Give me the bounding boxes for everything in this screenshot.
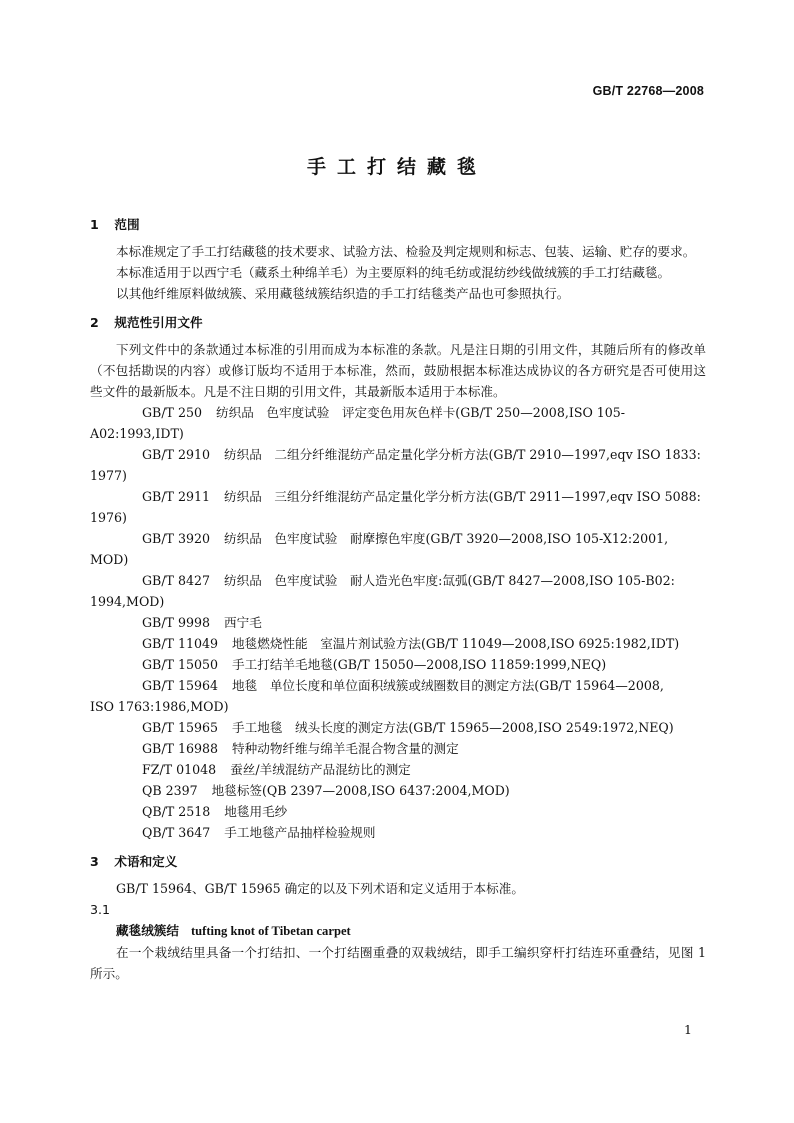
reference-item — [90, 402, 706, 444]
section-title: 规范性引用文件 — [114, 315, 203, 330]
reference-list — [90, 402, 706, 843]
section-2-heading — [90, 312, 706, 333]
section-3-heading — [90, 851, 706, 872]
reference-item — [90, 759, 706, 780]
reference-code: GB/T 11049 — [142, 636, 219, 651]
reference-item — [90, 738, 706, 759]
reference-code: GB/T 2911 — [142, 489, 211, 504]
term-entry — [90, 920, 706, 942]
clause-number: 3.1 — [90, 902, 111, 917]
reference-title: 地毯用毛纱 — [224, 804, 288, 819]
reference-title: 蚕丝/羊绒混纺产品混纺比的测定 — [230, 762, 411, 777]
section-title: 范围 — [114, 217, 140, 232]
reference-code: GB/T 8427 — [142, 573, 211, 588]
reference-item — [90, 717, 706, 738]
paragraph: 本标准适用于以西宁毛（藏系土种绵羊毛）为主要原料的纯毛纺或混纺纱线做绒簇的手工打结藏毯。 — [116, 265, 671, 280]
reference-item — [90, 612, 706, 633]
reference-continuation: MOD) — [90, 552, 129, 567]
reference-title: 纺织品 二组分纤维混纺产品定量化学分析方法(GB/T 2910—1997,eqv ISO 1833: — [224, 447, 701, 462]
term-chinese: 藏毯绒簇结 — [116, 923, 179, 938]
reference-code: GB/T 3920 — [142, 531, 211, 546]
reference-code: GB/T 16988 — [142, 741, 219, 756]
reference-code: GB/T 2910 — [142, 447, 211, 462]
term-definition: 在一个栽绒结里具备一个打结扣、一个打结圈重叠的双栽绒结，即手工编织穿杆打结连环重叠结，见图 1 所示。 — [90, 945, 706, 981]
reference-code: GB/T 250 — [142, 405, 202, 420]
reference-code: QB 2397 — [142, 783, 198, 798]
reference-code: GB/T 9998 — [142, 615, 211, 630]
reference-title: 地毯燃烧性能 室温片剂试验方法(GB/T 11049—2008,ISO 6925:1982,IDT) — [232, 636, 680, 651]
reference-continuation: 1994,MOD) — [90, 594, 165, 609]
reference-title: 纺织品 色牢度试验 评定变色用灰色样卡(GB/T 250—2008,ISO 105-A02:1993,IDT) — [90, 405, 626, 441]
section-1-heading — [90, 214, 706, 235]
reference-item — [90, 444, 706, 465]
reference-item — [90, 675, 706, 696]
section-number: 3 — [90, 854, 99, 869]
reference-code: FZ/T 01048 — [142, 762, 217, 777]
reference-continuation: 1976) — [90, 510, 127, 525]
section-number: 2 — [90, 315, 99, 330]
reference-title: 纺织品 色牢度试验 耐摩擦色牢度(GB/T 3920—2008,ISO 105-X12:2001, — [224, 531, 669, 546]
page-number: 1 — [684, 1022, 692, 1037]
reference-item — [90, 822, 706, 843]
section-number: 1 — [90, 217, 99, 232]
reference-item — [90, 486, 706, 507]
reference-title: 手工地毯 绒头长度的测定方法(GB/T 15965—2008,ISO 2549:1972,NEQ) — [232, 720, 674, 735]
reference-code: GB/T 15964 — [142, 678, 219, 693]
reference-title: 手工打结羊毛地毯(GB/T 15050—2008,ISO 11859:1999,NEQ) — [232, 657, 607, 672]
reference-code: QB/T 3647 — [142, 825, 211, 840]
reference-item — [90, 528, 706, 549]
reference-title: 地毯 单位长度和单位面积绒簇或绒圈数目的测定方法(GB/T 15964—2008, — [232, 678, 664, 693]
paragraph: GB/T 15964、GB/T 15965 确定的以及下列术语和定义适用于本标准。 — [116, 881, 524, 896]
page-title: 手工打结藏毯 — [306, 156, 487, 178]
reference-title: 地毯标签(QB 2397—2008,ISO 6437:2004,MOD) — [211, 783, 510, 798]
reference-title: 手工地毯产品抽样检验规则 — [224, 825, 376, 840]
paragraph: 下列文件中的条款通过本标准的引用而成为本标准的条款。凡是注日期的引用文件，其随后所有的修改单（不包括勘误的内容）或修订版均不适用于本标准，然而，鼓励根据本标准达成协议的各方研究是否可使用这些文件的最新版本。凡是不注日期的引用文件，其最新版本适用于本标准。 — [90, 342, 706, 399]
reference-code: QB/T 2518 — [142, 804, 211, 819]
standard-code: GB/T 22768—2008 — [592, 84, 704, 98]
reference-title: 纺织品 色牢度试验 耐人造光色牢度:氙弧(GB/T 8427—2008,ISO 105-B02: — [224, 573, 675, 588]
paragraph: 本标准规定了手工打结藏毯的技术要求、试验方法、检验及判定规则和标志、包装、运输、贮存的要求。 — [116, 244, 696, 259]
document-body — [90, 214, 706, 984]
reference-title: 西宁毛 — [224, 615, 262, 630]
reference-item — [90, 801, 706, 822]
section-title: 术语和定义 — [114, 854, 178, 869]
reference-item — [90, 780, 706, 801]
reference-item — [90, 654, 706, 675]
reference-title: 纺织品 三组分纤维混纺产品定量化学分析方法(GB/T 2911—1997,eqv ISO 5088: — [224, 489, 701, 504]
reference-code: GB/T 15050 — [142, 657, 219, 672]
reference-item — [90, 570, 706, 591]
term-english: tufting knot of Tibetan carpet — [190, 924, 351, 938]
reference-continuation: ISO 1763:1986,MOD) — [90, 699, 229, 714]
reference-title: 特种动物纤维与绵羊毛混合物含量的测定 — [232, 741, 459, 756]
reference-code: GB/T 15965 — [142, 720, 219, 735]
reference-continuation: 1977) — [90, 468, 127, 483]
paragraph: 以其他纤维原料做绒簇、采用藏毯绒簇结织造的手工打结毯类产品也可参照执行。 — [116, 286, 570, 301]
reference-item — [90, 633, 706, 654]
